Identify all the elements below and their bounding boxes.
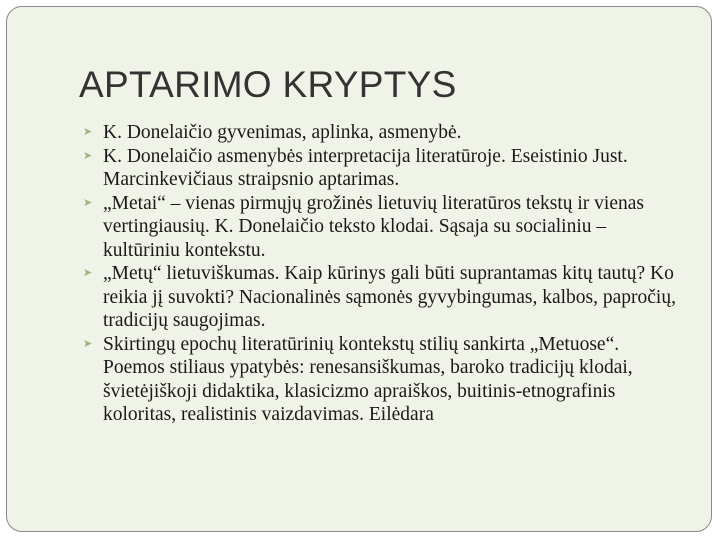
slide — [6, 6, 712, 532]
list-item-text: K. Donelaičio gyvenimas, aplinka, asmenybė. — [103, 122, 462, 143]
list-item — [83, 262, 683, 333]
arrow-bullet-icon: ➤ — [83, 126, 93, 138]
list-item-text: Skirtingų epochų literatūrinių kontekstų stilių sankirta „Metuose“. Poemos stiliaus ypatybės: renesansiškumas, baroko tradicijų klodai, švietėjiškoji didaktika, klasicizmo apraiškos, buitinis-etnografinis koloritas, realistinis vaizdavimas. Eilėdara — [103, 333, 633, 425]
arrow-bullet-icon: ➤ — [83, 149, 93, 162]
list-item — [83, 121, 683, 145]
list-item — [83, 145, 683, 192]
list-item — [83, 192, 683, 263]
arrow-bullet-icon: ➤ — [83, 337, 93, 350]
list-item — [83, 333, 683, 427]
arrow-bullet-icon: ➤ — [83, 267, 93, 279]
list-item-text: „Metai“ – vienas pirmųjų grožinės lietuvių literatūros tekstų ir vienas vertingiausių. K. Donelaičio teksto klodai. Sąsaja su socialiniu – kultūriniu kontekstu. — [103, 192, 644, 261]
list-item-text: „Metų“ lietuviškumas. Kaip kūrinys gali būti suprantamas kitų tautų? Ko reikia jį suvokti? Nacionalinės sąmonės gyvybingumas, kalbos, papročių, tradicijų saugojimas. — [103, 263, 676, 331]
bullet-list — [83, 121, 683, 427]
list-item-text: K. Donelaičio asmenybės interpretacija literatūroje. Eseistinio Just. Marcinkevičiaus straipsnio aptarimas. — [103, 145, 628, 190]
arrow-bullet-icon: ➤ — [83, 196, 93, 209]
slide-title: APTARIMO KRYPTYS — [79, 64, 457, 105]
